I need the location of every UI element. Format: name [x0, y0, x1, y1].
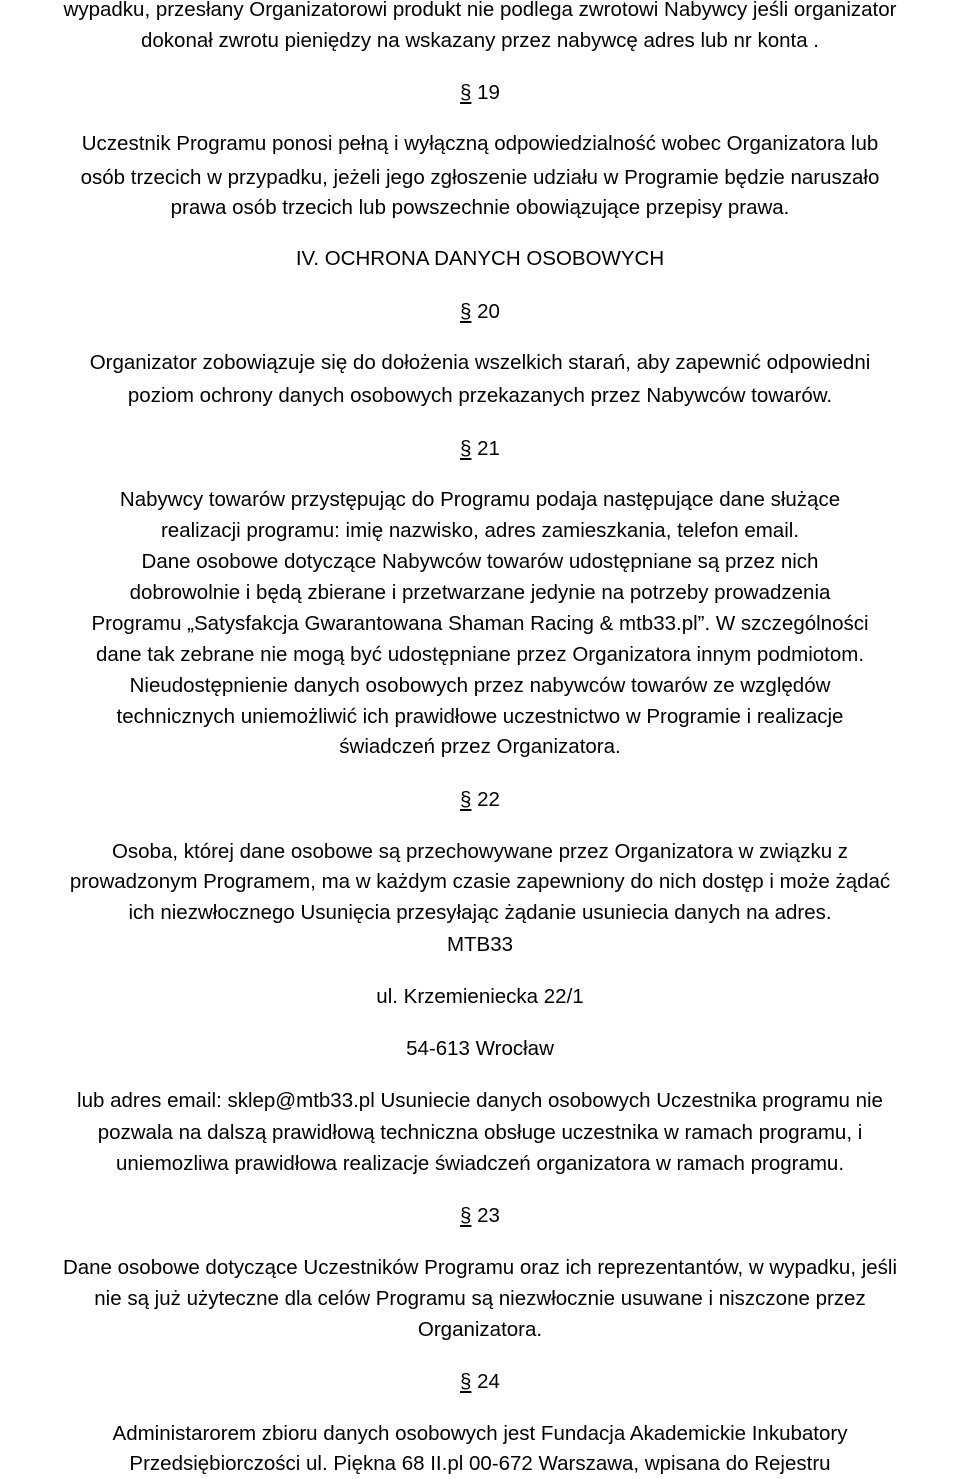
section-heading-24 [0, 1366, 960, 1397]
paragraph-line: Osoba, której dane osobowe są przechowywane przez Organizatora w związku z [111, 840, 849, 863]
paragraph-line: Dane osobowe dotyczące Nabywców towarów udostępniane są przez nich [141, 550, 819, 573]
paragraph-line: technicznych uniemożliwić ich prawidłowe uczestnictwo w Programie i realizacje [116, 705, 844, 728]
paragraph-line: Programu „Satysfakcja Gwarantowana Shaman Racing & mtb33.pl”. W szczególności [91, 612, 869, 635]
section-mark: § [460, 437, 472, 460]
paragraph-line: Organizator zobowiązuje się do dołożenia wszelkich starań, aby zapewnić odpowiedni [89, 351, 871, 374]
section-heading-23 [0, 1200, 960, 1231]
section-heading-21 [0, 433, 960, 464]
address-street: ul. Krzemieniecka 22/1 [376, 985, 584, 1008]
section-mark: § [460, 1204, 472, 1227]
section-heading-22 [0, 784, 960, 815]
section-heading-20 [0, 296, 960, 327]
paragraph-line: uniemozliwa prawidłowa realizacje świadczeń organizatora w ramach programu. [115, 1152, 845, 1175]
section-number: 20 [477, 300, 500, 323]
section-number: 21 [477, 437, 500, 460]
section-mark: § [460, 300, 472, 323]
address-city: 54-613 Wrocław [406, 1037, 554, 1060]
paragraph-line: osób trzecich w przypadku, jeżeli jego zgłoszenie udziału w Programie będzie naruszało [80, 166, 880, 189]
paragraph-line: lub adres email: sklep@mtb33.pl Usuniecie danych osobowych Uczestnika programu nie [77, 1089, 883, 1112]
paragraph-line: dokonał zwrotu pieniędzy na wskazany przez nabywcę adres lub nr konta . [140, 29, 819, 52]
paragraph-line: pozwala na dalszą prawidłową techniczna obsługe uczestnika w ramach programu, i [97, 1121, 863, 1144]
paragraph-line: poziom ochrony danych osobowych przekazanych przez Nabywców towarów. [127, 384, 833, 407]
section-mark: § [460, 1370, 472, 1393]
paragraph-line: Przedsiębiorczości ul. Piękna 68 II.pl 00-672 Warszawa, wpisana do Rejestru [129, 1452, 831, 1475]
paragraph-line: Nabywcy towarów przystępując do Programu podaja następujące dane służące [119, 488, 841, 511]
paragraph-line: ich niezwłocznego Usunięcia przesyłając żądanie usuniecia danych na adres. [128, 901, 832, 924]
section-heading-19 [0, 77, 960, 108]
paragraph-line: prawa osób trzecich lub powszechnie obowiązujące przepisy prawa. [170, 196, 790, 219]
paragraph-line: dane tak zebrane nie mogą być udostępniane przez Organizatora innym podmiotom. [95, 643, 865, 666]
paragraph-line: Dane osobowe dotyczące Uczestników Programu oraz ich reprezentantów, w wypadku, jeśli [62, 1256, 898, 1279]
paragraph-line: MTB33 [446, 933, 514, 956]
paragraph-line: świadczeń przez Organizatora. [339, 735, 621, 758]
paragraph-line: Administarorem zbioru danych osobowych jest Fundacja Akademickie Inkubatory [112, 1422, 848, 1445]
paragraph-line: prowadzonym Programem, ma w każdym czasie zapewniony do nich dostęp i może żądać [69, 870, 891, 893]
paragraph-line: Uczestnik Programu ponosi pełną i wyłączną odpowiedzialność wobec Organizatora lub [81, 132, 879, 155]
section-number: 22 [477, 788, 500, 811]
section-mark: § [460, 788, 472, 811]
paragraph-line: nie są już użyteczne dla celów Programu są niezwłocznie usuwane i niszczone przez [94, 1287, 866, 1310]
section-number: 19 [477, 81, 500, 104]
chapter-heading: IV. OCHRONA DANYCH OSOBOWYCH [295, 247, 665, 270]
paragraph-line: Organizatora. [417, 1318, 543, 1341]
paragraph-line: Nieudostępnienie danych osobowych przez nabywców towarów ze względów [129, 674, 831, 697]
paragraph-line: wypadku, przesłany Organizatorowi produkt nie podlega zwrotowi Nabywcy jeśli organizator [63, 0, 897, 21]
section-mark: § [460, 81, 472, 104]
section-number: 23 [477, 1204, 500, 1227]
paragraph-line: realizacji programu: imię nazwisko, adres zamieszkania, telefon email. [160, 519, 800, 542]
paragraph-line: dobrowolnie i będą zbierane i przetwarzane jedynie na potrzeby prowadzenia [129, 581, 831, 604]
section-number: 24 [477, 1370, 500, 1393]
